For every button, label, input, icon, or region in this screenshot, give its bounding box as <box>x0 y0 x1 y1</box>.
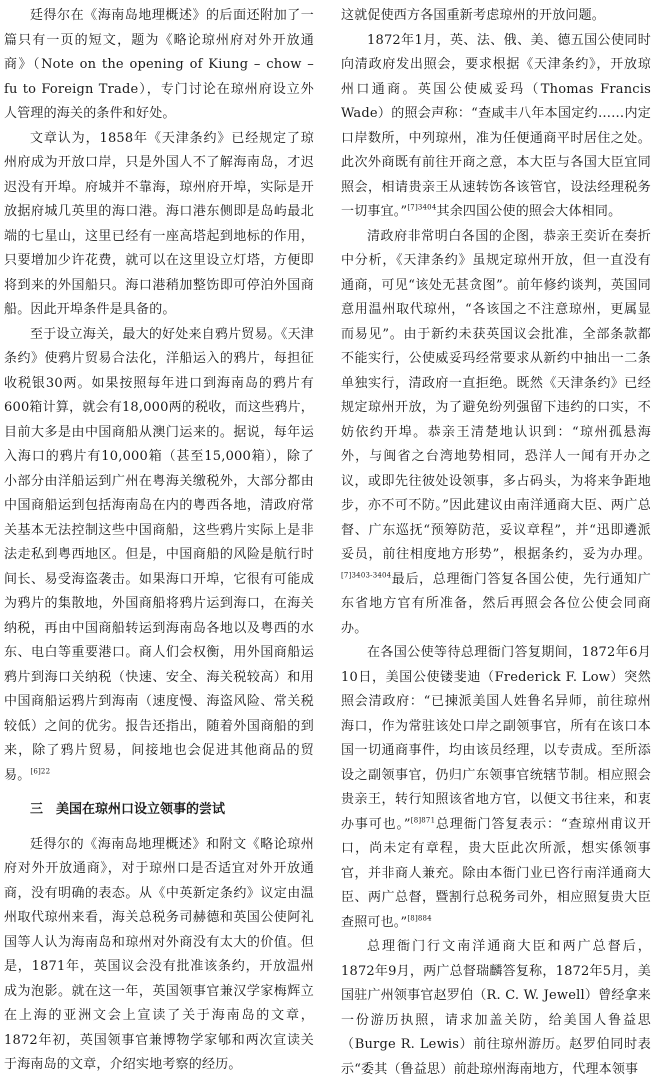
citation-ref: [7]3403-3404 <box>341 571 392 580</box>
paragraph-text: 在各国公使等待总理衙门答复期间，1872年6月10日，美国公使镂斐迪（Frederick F. Low）突然照会清政府：“已揀派美国人姓鲁名异师，前往琼州海口，作为常驻该处口岸之副领事官，所有在该口本国一切通商事件，均由该员经理，以专责成。至所添设之副领事官，仍归广东领事官统辖节制。相应照会贵亲王，转行知照该省地方官，以便文书往来，和衷办事可也。” <box>341 645 651 832</box>
citation-ref: [8]871 <box>410 816 436 825</box>
paragraph-text: 清政府非常明白各国的企图，恭亲王奕䜣在奏折中分析，《天津条约》虽规定琼州开放，但一直没有通商，可见“该处无甚贪图”。前年修约谈判，英国同意用温州取代琼州，“各该国之不注意琼州，更属显而易见”。由于新约未获英国议会批准，全部条款都不能实行，公使威妥玛经常要求从新约中抽出一二条单独实行，清政府一直拒绝。既然《天津条约》已经规定琼州开放，为了避免纷列强留下违约的口实，不妨依约开埠。恭亲王清楚地认识到：“琼州孤悬海外，与闽省之台湾地势相同，恐洋人一闻有开办之议，或即先往彼处设领事，多占码头，为将来争距地步，亦不可不防。”因此建议由南洋通商大臣、两广总督、广东巡抚“预筹防范，妥议章程”，并“迅即遴派妥员，前往相度地方形势”，根据条约，妥为办理。 <box>341 228 651 562</box>
paragraph-text: 最后，总理衙门答复各国公使，先行通知广东省地方官有所准备，然后再照会各位公使会同商办。 <box>341 571 651 636</box>
citation-ref: [7]3404 <box>407 203 437 212</box>
paragraph: 廷得尔在《海南岛地理概述》的后面还附加了一篇只有一页的短文，题为《略论琼州府对外开放通商》（Note on the opening of Kiung – chow – fu to Foreign Trade），专门讨论在琼州府设立外人管理的海关的条件和好处。 <box>4 8 314 121</box>
paragraph-continued: 这就促使西方各国重新考虑琼州的开放问题。 <box>341 8 606 23</box>
citation-ref: [6]22 <box>30 767 51 776</box>
paragraph-text: 总理衙门答复表示：“查琼州甫议开口，尚未定有章程，贵大臣此次所派，想实係领事官，并非商人兼充。除由本衙门业已咨行南洋通商大臣、两广总督，暨割行总税务司外，相应照复贵大臣查照可也。” <box>341 816 651 930</box>
paragraph <box>341 29 651 225</box>
paragraph-text: 1872年1月，英、法、俄、美、德五国公使同时向清政府发出照会，要求根据《天津条约》，开放琼州口通商。英国公使威妥玛（Thomas Francis Wade）的照会声称：“查咸丰八年本国定约……内定口岸数所，中列琼州，准为任便通商平时居住之处。此次外商既有前往开商之意，本大臣与各国大臣宜同照会，相请贵亲王从速转饬各该管官，设法经理税务一切事宜。” <box>341 32 651 219</box>
paragraph <box>341 225 651 642</box>
paragraph: 文章认为，1858年《天津条约》已经规定了琼州府成为开放口岸，只是外国人不了解海南岛，才迟迟没有开埠。府城并不靠海，琼州府开埠，实际是开放据府城几英里的海口港。海口港东侧即是岛屿最北端的七星山，这里已经有一座高塔起到地标的作用，只要增加少许花费，就可以在这里设立灯塔，方便即将到来的外国船只。海口港稍加整饬即可停泊外国商船。因此开埠条件是具备的。 <box>4 130 314 317</box>
paragraph-text: 其余四国公使的照会大体相同。 <box>436 204 622 219</box>
paragraph <box>341 641 651 935</box>
citation-ref: [8]884 <box>407 914 432 923</box>
paragraph: 廷得尔的《海南岛地理概述》和附文《略论琼州府对外开放通商》，对于琼州口是否适宜对外开放通商，没有明确的表态。从《中英新定条约》议定由温州取代琼州来看，海关总税务司赫德和英国公使阿礼国等人认为海南岛和琼州对外商没有太大的价值。但是，1871年，英国议会没有批准该条约，开放温州成为泡影。就在这一年，英国领事官兼汉学家梅辉立在上海的亚洲文会上宣读了关于海南岛的文章，1872年初，英国领事官兼博物学家郇和两次宣读关于海南岛的文章，介绍实地考察的经历。 <box>4 836 314 1072</box>
right-column <box>341 4 651 1082</box>
left-column <box>4 4 314 1078</box>
paragraph <box>4 323 314 789</box>
paragraph-text: 至于设立海关，最大的好处来自鸦片贸易。《天津条约》使鸦片贸易合法化，洋船运入的鸦片，每担征收税银30两。如果按照每年进口到海南岛的鸦片有600箱计算，就会有18,000两的税收，而这些鸦片，目前大多是由中国商船从澳门运来的。据说，每年运入海口的鸦片有10,000箱（甚至15,000箱），除了小部分由洋船运到广州在粤海关缴税外，大部分都由中国商船运到包括海南岛在内的粤西各地，清政府常关基本无法控制这些中国商船，这些鸦片实际上是非法走私到粤西地区。但是，中国商船的风险是航行时间长、易受海盗袭击。如果海口开埠，它很有可能成为鸦片的集散地，外国商船将鸦片运到海口，在海关纳税，再由中国商船转运到海南岛各地以及粤西的水东、电白等重要港口。商人们会权衡，用外国商船运鸦片到海口关纳税（快速、安全、海关税较高）和用中国商船运鸦片到海南（速度慢、海盗风险、常关税较低）之间的优劣。报告还指出，随着外国商船的到来，除了鸦片贸易，间接地也会促进其他商品的贸易。 <box>4 326 314 783</box>
paragraph: 总理衙门行文南洋通商大臣和两广总督后，1872年9月，两广总督瑞麟答复称，1872年5月，美国驻广州领事官赵罗伯（R. C. W. Jewell）曾经拿来一份游历执照，请求加盖关防，给美国人鲁益思（Burge R. Lewis）前往琼州游历。赵罗伯同时表示“委其（鲁益思）前赴琼州海南地方，代理本领事 <box>341 939 651 1077</box>
section-heading: 三 美国在琼州口设立领事的尝试 <box>30 802 226 817</box>
